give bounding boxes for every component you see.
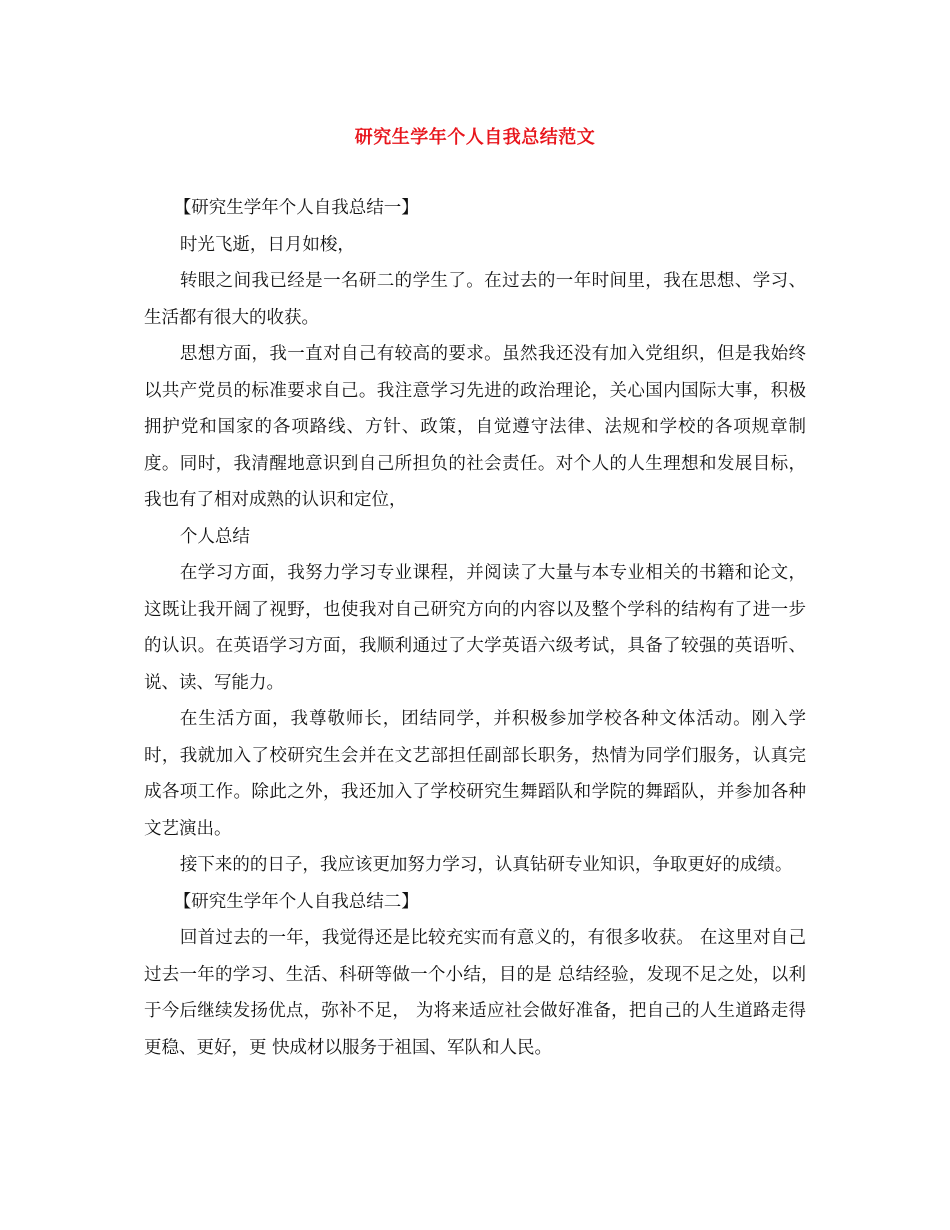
paragraph: 转眼之间我已经是一名研二的学生了。在过去的一年时间里，我在思想、学习、生活都有很大的收获。 <box>144 271 806 328</box>
paragraph: 接下来的的日子，我应该更加努力学习，认真钻研专业知识，争取更好的成绩。 <box>179 855 793 875</box>
paragraph: 在学习方面，我努力学习专业课程，并阅读了大量与本专业相关的书籍和论文，这既让我开阔了视野，也使我对自己研究方向的内容以及整个学科的结构有了进一步的认识。在英语学习方面，我顺利通过了大学英语六级考试，具备了较强的英语听、说、读、写能力。 <box>144 563 806 693</box>
paragraph: 在生活方面，我尊敬师长，团结同学，并积极参加学校各种文体活动。刚入学时，我就加入了校研究生会并在文艺部担任副部长职务，热情为同学们服务，认真完成各项工作。除此之外，我还加入了学校研究生舞蹈队和学院的舞蹈队，并参加各种文艺演出。 <box>144 709 806 839</box>
paragraph: 思想方面，我一直对自己有较高的要求。虽然我还没有加入党组织，但是我始终以共产党员的标准要求自己。我注意学习先进的政治理论，关心国内国际大事，积极拥护党和国家的各项路线、方针、政策，自觉遵守法律、法规和学校的各项规章制度。同时，我清醒地意识到自己所担负的社会责任。对个人的人生理想和发展目标，我也有了相对成熟的认识和定位， <box>144 344 806 510</box>
section-heading-1: 【研究生学年个人自我总结一】 <box>173 198 419 218</box>
paragraph: 个人总结 <box>179 526 250 547</box>
document-title: 研究生学年个人自我总结范文 <box>354 127 596 148</box>
section-heading-2: 【研究生学年个人自我总结二】 <box>173 891 419 912</box>
document-body <box>144 190 806 1066</box>
paragraph: 回首过去的一年，我觉得还是比较充实而有意义的，有很多收获。 在这里对自己过去一年的学习、生活、科研等做一个小结，目的是 总结经验，发现不足之处，以利于今后继续发扬优点，弥补不足， 为将来适应社会做好准备，把自己的人生道路走得更稳、更好，更 快成材以服务于祖国、军队和人民。 <box>144 928 806 1058</box>
paragraph: 时光飞逝，日月如梭， <box>179 234 355 255</box>
